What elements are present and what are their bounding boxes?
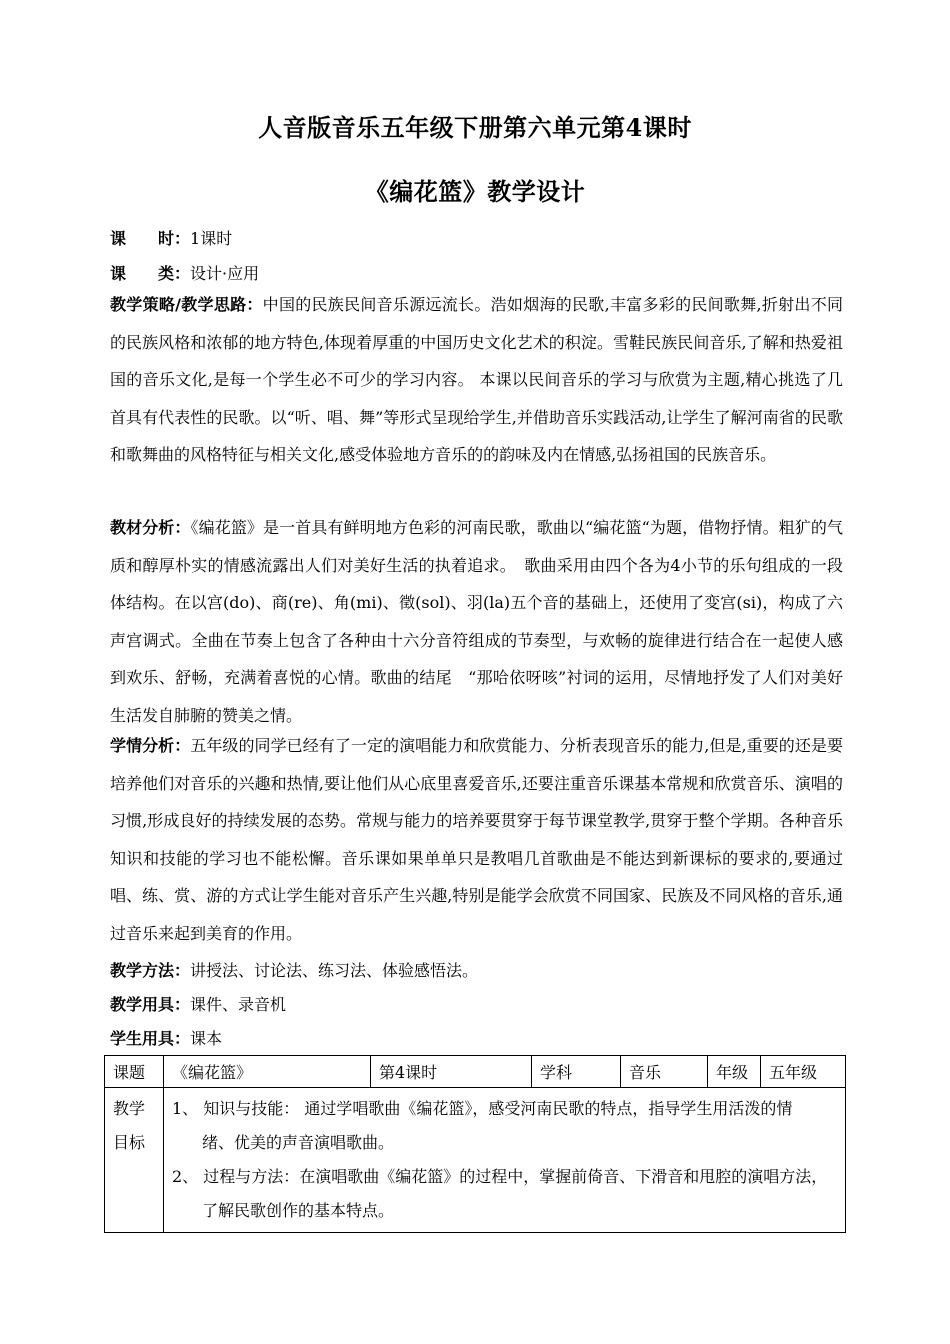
goal-2-line-1: 2、 过程与方法：在演唱歌曲《编花篮》的过程中，掌握前倚音、下滑音和甩腔的演唱方法， bbox=[172, 1167, 828, 1186]
tools-text: 课件、录音机 bbox=[190, 995, 287, 1014]
material-text: 《编花篮》是一首具有鲜明地方色彩的河南民歌，歌曲以“编花篮“为题，借物抒情。粗犷的气质和醇厚朴实的情感流露出人们对美好生活的执着追求。 歌曲采用由四个各为4小节的乐句组成的一段体结构。在以宫(do)、商(re)、角(mi)、徵(sol)、羽(la)五个音的基础上，还使用了变宫(si)，构成了六声宫调式。全曲在节奏上包含了各种由十六分音符组成的节奏型，与欢畅的旋律进行结合在一起使人感到欢乐、舒畅，充满着喜悦的心情。歌曲的结尾 “那哈依呀咳”衬词的运用，尽情地抒发了人们对美好生活发自肺腑的赞美之情。 bbox=[110, 518, 843, 725]
tools-label: 教学用具： bbox=[110, 995, 191, 1014]
goals-row bbox=[105, 1088, 846, 1233]
goals-label-cell bbox=[105, 1088, 164, 1233]
material-paragraph bbox=[110, 509, 843, 734]
title-line-1: 人音版音乐五年级下册第六单元第4课时 bbox=[258, 113, 692, 142]
topic-label-cell: 课题 bbox=[105, 1056, 164, 1088]
material-label: 教材分析： bbox=[110, 518, 191, 537]
table-header-row bbox=[105, 1056, 846, 1088]
grade-label-cell: 年级 bbox=[708, 1056, 761, 1088]
goals-content-cell bbox=[164, 1088, 846, 1233]
tools-row bbox=[110, 992, 286, 1015]
hours-label: 课 时： bbox=[110, 229, 191, 248]
method-label: 教学方法： bbox=[110, 961, 191, 980]
hours-row bbox=[110, 226, 232, 249]
strategy-text: 中国的民族民间音乐源远流长。浩如烟海的民歌,丰富多彩的民间歌舞,折射出不同的民族风格和浓郁的地方特色,体现着厚重的中国历史文化艺术的积淀。雪鞋民族民间音乐,了解和热爱祖国的音乐文化,是每一个学生必不可少的学习内容。 本课以民间音乐的学习与欣赏为主题,精心挑选了几首具有代表性的民歌。以“听、唱、舞”等形式呈现给学生,并借助音乐实践活动,让学生了解河南省的民歌和歌舞曲的风格特征与相关文化,感受体验地方音乐的的韵味及内在情感,弘扬祖国的民族音乐。 bbox=[110, 295, 843, 464]
subject-label-cell: 学科 bbox=[532, 1056, 621, 1088]
method-row bbox=[110, 958, 478, 981]
subject-value-cell: 音乐 bbox=[621, 1056, 708, 1088]
student-tools-label: 学生用具： bbox=[110, 1029, 191, 1048]
learner-text: 五年级的同学已经有了一定的演唱能力和欣赏能力、分析表现音乐的能力,但是,重要的还是要培养他们对音乐的兴趣和热情,要让他们从心底里喜爱音乐,还要注重音乐课基本常规和欣赏音乐、演唱的习惯,形成良好的持续发展的态势。常规与能力的培养要贯穿于每节课堂教学,贯穿于整个学期。各种音乐知识和技能的学习也不能松懈。音乐课如果单单只是教唱几首歌曲是不能达到新课标的要求的,要通过唱、练、赏、游的方式让学生能对音乐产生兴趣,特别是能学会欣赏不同国家、民族及不同风格的音乐,通过音乐来起到美育的作用。 bbox=[110, 736, 843, 943]
strategy-label: 教学策略/教学思路： bbox=[110, 295, 263, 314]
goals-label-line-1: 教学 bbox=[113, 1099, 146, 1118]
goal-1-line-1: 1、 知识与技能： 通过学唱歌曲《编花篮》，感受河南民歌的特点，指导学生用活泼的情 bbox=[172, 1099, 793, 1118]
strategy-paragraph bbox=[110, 286, 843, 474]
period-cell: 第4课时 bbox=[371, 1056, 532, 1088]
grade-value-cell: 五年级 bbox=[761, 1056, 846, 1088]
hours-value: 1课时 bbox=[190, 229, 233, 248]
learner-label: 学情分析： bbox=[110, 736, 191, 755]
goal-1-line-2: 绪、优美的声音演唱歌曲。 bbox=[202, 1133, 395, 1152]
type-row bbox=[110, 261, 259, 284]
learner-paragraph bbox=[110, 727, 843, 952]
goal-2-line-2: 了解民歌创作的基本特点。 bbox=[202, 1201, 395, 1220]
student-tools-text: 课本 bbox=[190, 1029, 223, 1048]
title-line-2: 《编花篮》教学设计 bbox=[364, 177, 586, 206]
type-value: 设计·应用 bbox=[190, 264, 260, 283]
method-text: 讲授法、讨论法、练习法、体验感悟法。 bbox=[190, 961, 479, 980]
lesson-info-table bbox=[104, 1055, 846, 1233]
topic-value-cell: 《编花篮》 bbox=[164, 1056, 371, 1088]
student-tools-row bbox=[110, 1026, 222, 1049]
goals-label-line-2: 目标 bbox=[113, 1133, 146, 1152]
type-label: 课 类： bbox=[110, 264, 191, 283]
